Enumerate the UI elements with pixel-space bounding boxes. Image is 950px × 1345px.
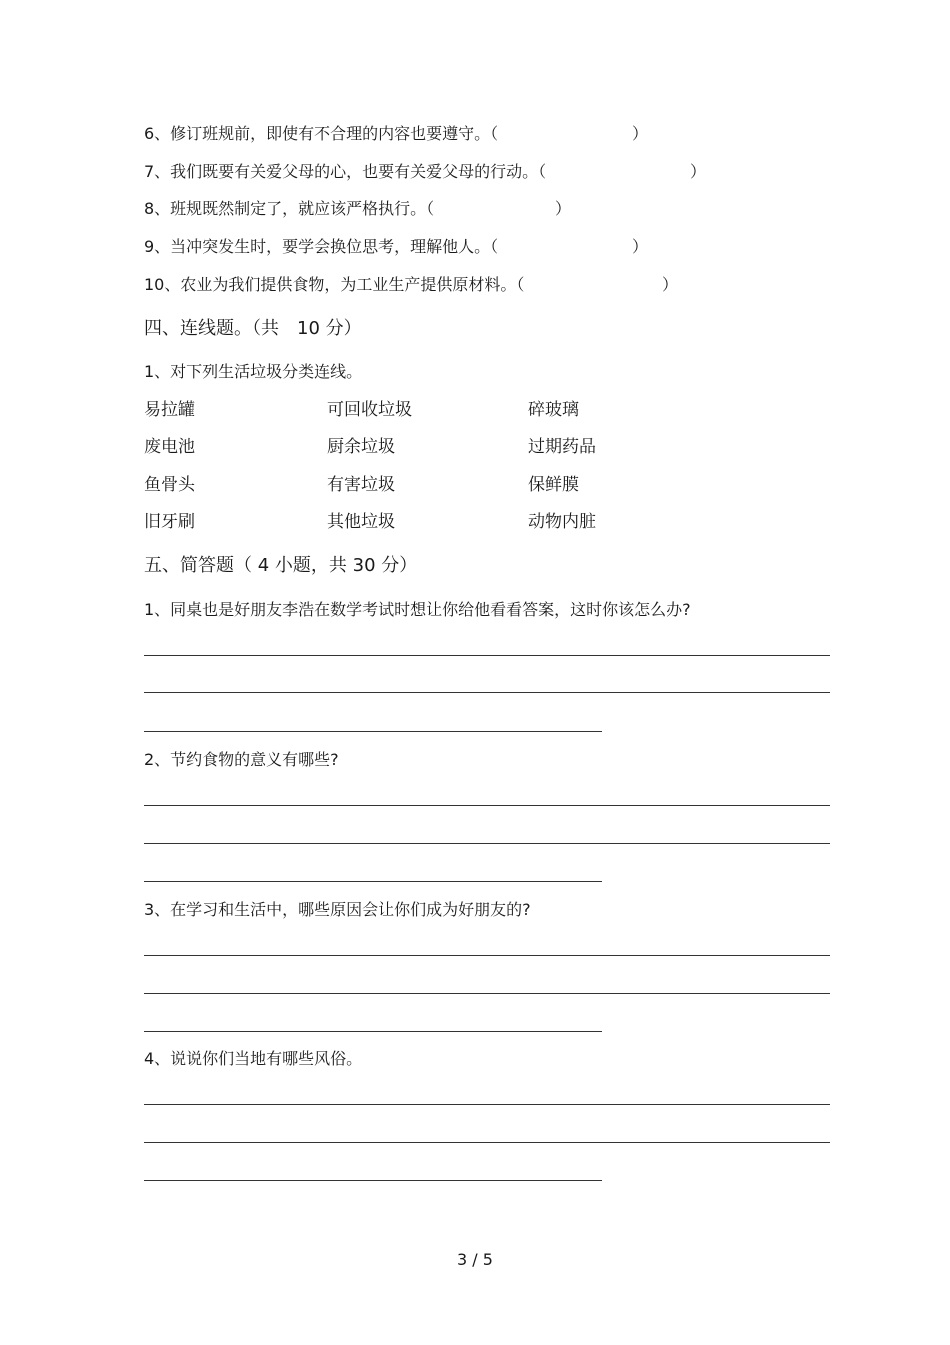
answer-line[interactable]: [144, 655, 830, 656]
answer-line[interactable]: [144, 692, 830, 693]
answer-line[interactable]: [144, 731, 602, 732]
tf-item-text: 6、修订班规前，即使有不合理的内容也要遵守。（: [144, 124, 499, 143]
answer-line[interactable]: [144, 805, 830, 806]
tf-item-text: 10、农业为我们提供食物，为工业生产提供原材料。（: [144, 275, 525, 294]
answer-line[interactable]: [144, 993, 830, 994]
tf-answer-blank-10[interactable]: ）: [662, 275, 679, 294]
answer-line[interactable]: [144, 1142, 830, 1143]
match-item-right[interactable]: 碎玻璃: [528, 400, 579, 420]
answer-line[interactable]: [144, 843, 830, 844]
short-answer-question-2: 2、节约食物的意义有哪些?: [144, 750, 339, 769]
tf-item-text: 8、班规既然制定了，就应该严格执行。（: [144, 199, 435, 218]
tf-item-10: [144, 275, 524, 295]
match-category[interactable]: 厨余垃圾: [327, 437, 395, 457]
section5-heading: 五、简答题（ 4 小题，共 30 分）: [144, 555, 418, 576]
answer-line[interactable]: [144, 1104, 830, 1105]
answer-line[interactable]: [144, 1031, 602, 1032]
short-answer-question-4: 4、说说你们当地有哪些风俗。: [144, 1049, 363, 1068]
short-answer-question-1: 1、同桌也是好朋友李浩在数学考试时想让你给他看看答案，这时你该怎么办?: [144, 600, 691, 619]
matching-question: 1、对下列生活垃圾分类连线。: [144, 362, 363, 381]
tf-item-text: 9、当冲突发生时，要学会换位思考，理解他人。（: [144, 237, 499, 256]
match-category[interactable]: 有害垃圾: [327, 475, 395, 495]
tf-item-text: 7、我们既要有关爱父母的心，也要有关爱父母的行动。（: [144, 162, 547, 181]
page-number: 3 / 5: [457, 1250, 493, 1269]
answer-line[interactable]: [144, 881, 602, 882]
tf-item-7: [144, 162, 546, 182]
match-item-left[interactable]: 易拉罐: [144, 400, 195, 420]
tf-item-6: [144, 124, 498, 144]
match-item-left[interactable]: 鱼骨头: [144, 475, 195, 495]
match-category[interactable]: 可回收垃圾: [327, 400, 412, 420]
match-item-left[interactable]: 旧牙刷: [144, 512, 195, 532]
section4-heading: 四、连线题。（共 10 分）: [144, 318, 362, 339]
match-item-right[interactable]: 保鲜膜: [528, 475, 579, 495]
tf-answer-blank-8[interactable]: ）: [555, 199, 572, 218]
answer-line[interactable]: [144, 955, 830, 956]
match-item-right[interactable]: 动物内脏: [528, 512, 596, 532]
tf-answer-blank-6[interactable]: ）: [632, 124, 649, 143]
answer-line[interactable]: [144, 1180, 602, 1181]
tf-item-8: [144, 199, 434, 219]
match-item-left[interactable]: 废电池: [144, 437, 195, 457]
match-category[interactable]: 其他垃圾: [327, 512, 395, 532]
tf-answer-blank-7[interactable]: ）: [690, 162, 707, 181]
match-item-right[interactable]: 过期药品: [528, 437, 596, 457]
tf-answer-blank-9[interactable]: ）: [632, 237, 649, 256]
tf-item-9: [144, 237, 498, 257]
short-answer-question-3: 3、在学习和生活中，哪些原因会让你们成为好朋友的?: [144, 900, 531, 919]
